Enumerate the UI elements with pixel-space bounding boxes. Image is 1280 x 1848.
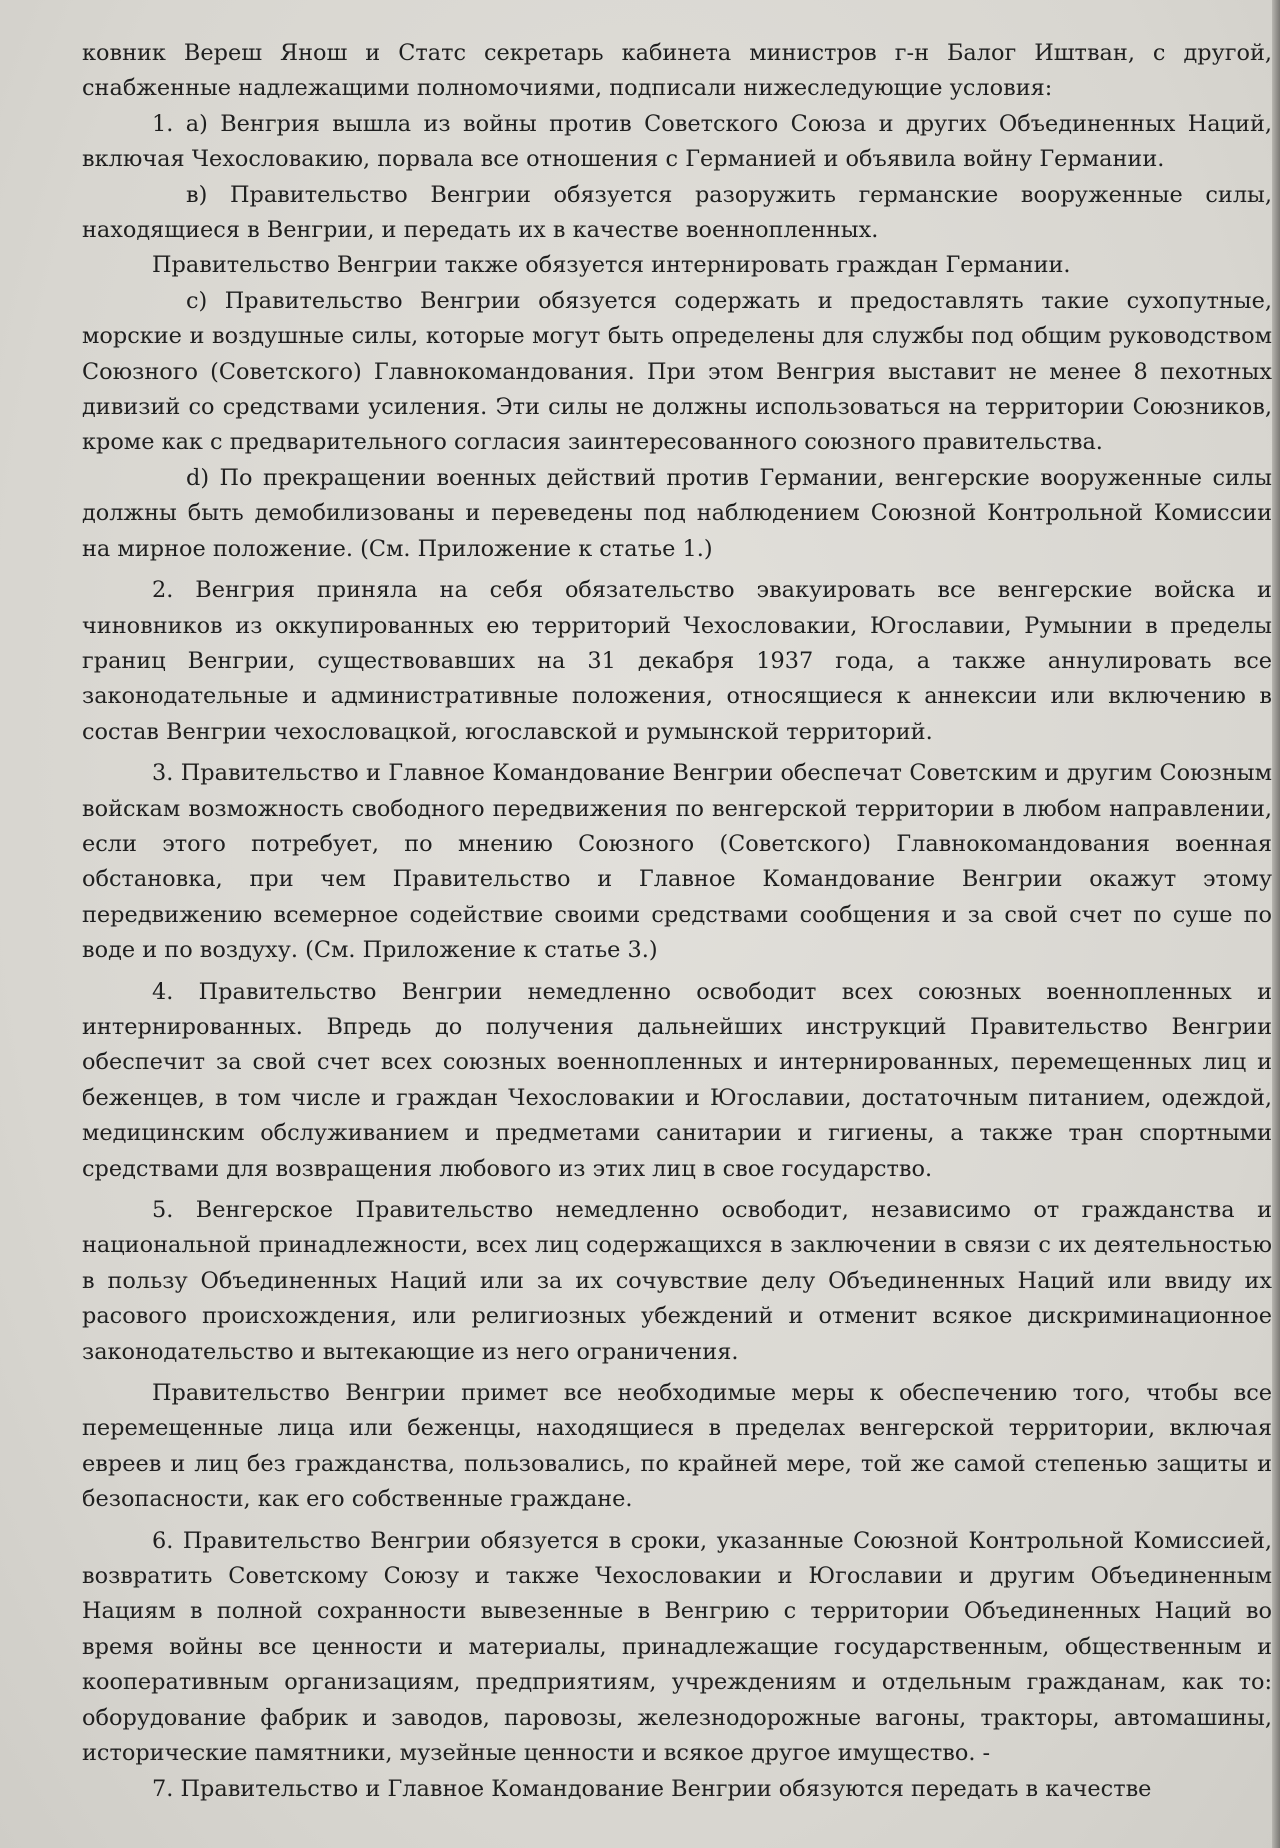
paragraph-article-3: 3. Правительство и Главное Командование Венгрии обеспечат Советским и другим Союзным войскам возможность свободного передвижения по венгерской территории в любом направлении, если этого потребует, по мнению Союзного (Советского) Главнокомандования военная обстановка, при чем Правительство и Главное Командование Венгрии окажут этому передвижению всемерное содействие своими средствами сообщения и за свой счет по суше по воде и по воздуху. (См. Приложение к статье 3.) [82,760,1272,964]
paragraph-article-5-cont: Правительство Венгрии примет все необходимые меры к обеспечению того, чтобы все перемещенные лица или беженцы, находящиеся в пределах венгерской территории, включая евреев и лиц без гражданства, пользовались, по крайней мере, той же самой степенью защиты и безопасности, как его собственные граждане. [82,1380,1272,1513]
paragraph-article-5: 5. Венгерское Правительство немедленно освободит, независимо от гражданства и национальной принадлежности, всех лиц содержащихся в заключении в связи с их деятельностью в пользу Объединенных Наций или за их сочувствие делу Объединенных Наций или ввиду их расового происхождения, или религиозных убеждений и отменит всякое дискриминационное законодательство и вытекающие из него ограничения. [82,1197,1272,1365]
paragraph-article-1c: с) Правительство Венгрии обязуется содержать и предоставлять такие сухопутные, морские и воздушные силы, которые могут быть определены для службы под общим руководством Союзного (Советского) Главнокомандования. При этом Венгрия выставит не менее 8 пехотных дивизий со средствами усиления. Эти силы не должны использоваться на территории Союзников, кроме как с предварительного согласия заинтересованного союзного правительства. [82,287,1272,456]
paragraph-article-6: 6. Правительство Венгрии обязуется в сроки, указанные Союзной Контрольной Комиссией, возвратить Советскому Союзу и также Чехословакии и Югославии и другим Объединенным Нациям в полной сохранности вывезенные в Венгрию с территории Объединенных Наций во время войны все ценности и материалы, принадлежащие государственным, общественным и кооперативным организациям, предприятиям, учреждениям и отдельным гражданам, как то: оборудование фабрик и заводов, паровозы, железнодорожные вагоны, тракторы, автомашины, исторические памятники, музейные ценности и всякое другое имущество. - [82,1527,1272,1767]
paragraph-article-7: 7. Правительство и Главное Командование Венгрии обязуются передать в качестве [152,1775,1152,1802]
paragraph-article-1b-note: Правительство Венгрии также обязуется интернировать граждан Германии. [152,252,1071,279]
paragraph-article-1b: в) Правительство Венгрии обязуется разоружить германские вооруженные силы, находящиеся в Венгрии, и передать их в качестве военнопленных. [82,181,1272,244]
paragraph-article-4: 4. Правительство Венгрии немедленно освободит всех союзных военнопленных и интернированных. Впредь до получения дальнейших инструкций Правительство Венгрии обеспечит за свой счет всех союзных военнопленных и интернированных, перемещенных лиц и беженцев, в том числе и граждан Чехословакии и Югославии, достаточным питанием, одеждой, медицинским обслуживанием и предметами санитарии и гигиены, а также тран спортными средствами для возвращения любового из этих лиц в свое государство. [82,978,1272,1182]
paragraph-article-1a: 1. а) Венгрия вышла из войны против Советского Союза и других Объединенных Наций, включая Чехословакию, порвала все отношения с Германией и объявила войну Германии. [82,110,1272,173]
page-edge-shadow [1272,0,1280,1848]
paragraph-article-2: 2. Венгрия приняла на себя обязательство эвакуировать все венгерские войска и чиновников из оккупированных ею территорий Чехословакии, Югославии, Румынии в пределы границ Венгрии, существовавших на 31 декабря 1937 года, а также аннулировать все законодательные и административные положения, относящиеся к аннексии или включению в состав Венгрии чехословацкой, югославской и румынской территорий. [82,577,1272,745]
paragraph-preamble: ковник Вереш Янош и Статс секретарь кабинета министров г-н Балог Иштван, с другой, снабженные надлежащими полномочиями, подписали нижеследующие условия: [82,40,1272,102]
paragraph-article-1d: d) По прекращении военных действий против Германии, венгерские вооруженные силы должны быть демобилизованы и переведены под наблюдением Союзной Контрольной Комиссии на мирное положение. (См. Приложение к статье 1.) [82,464,1272,562]
document-text-body [82,36,1272,1807]
